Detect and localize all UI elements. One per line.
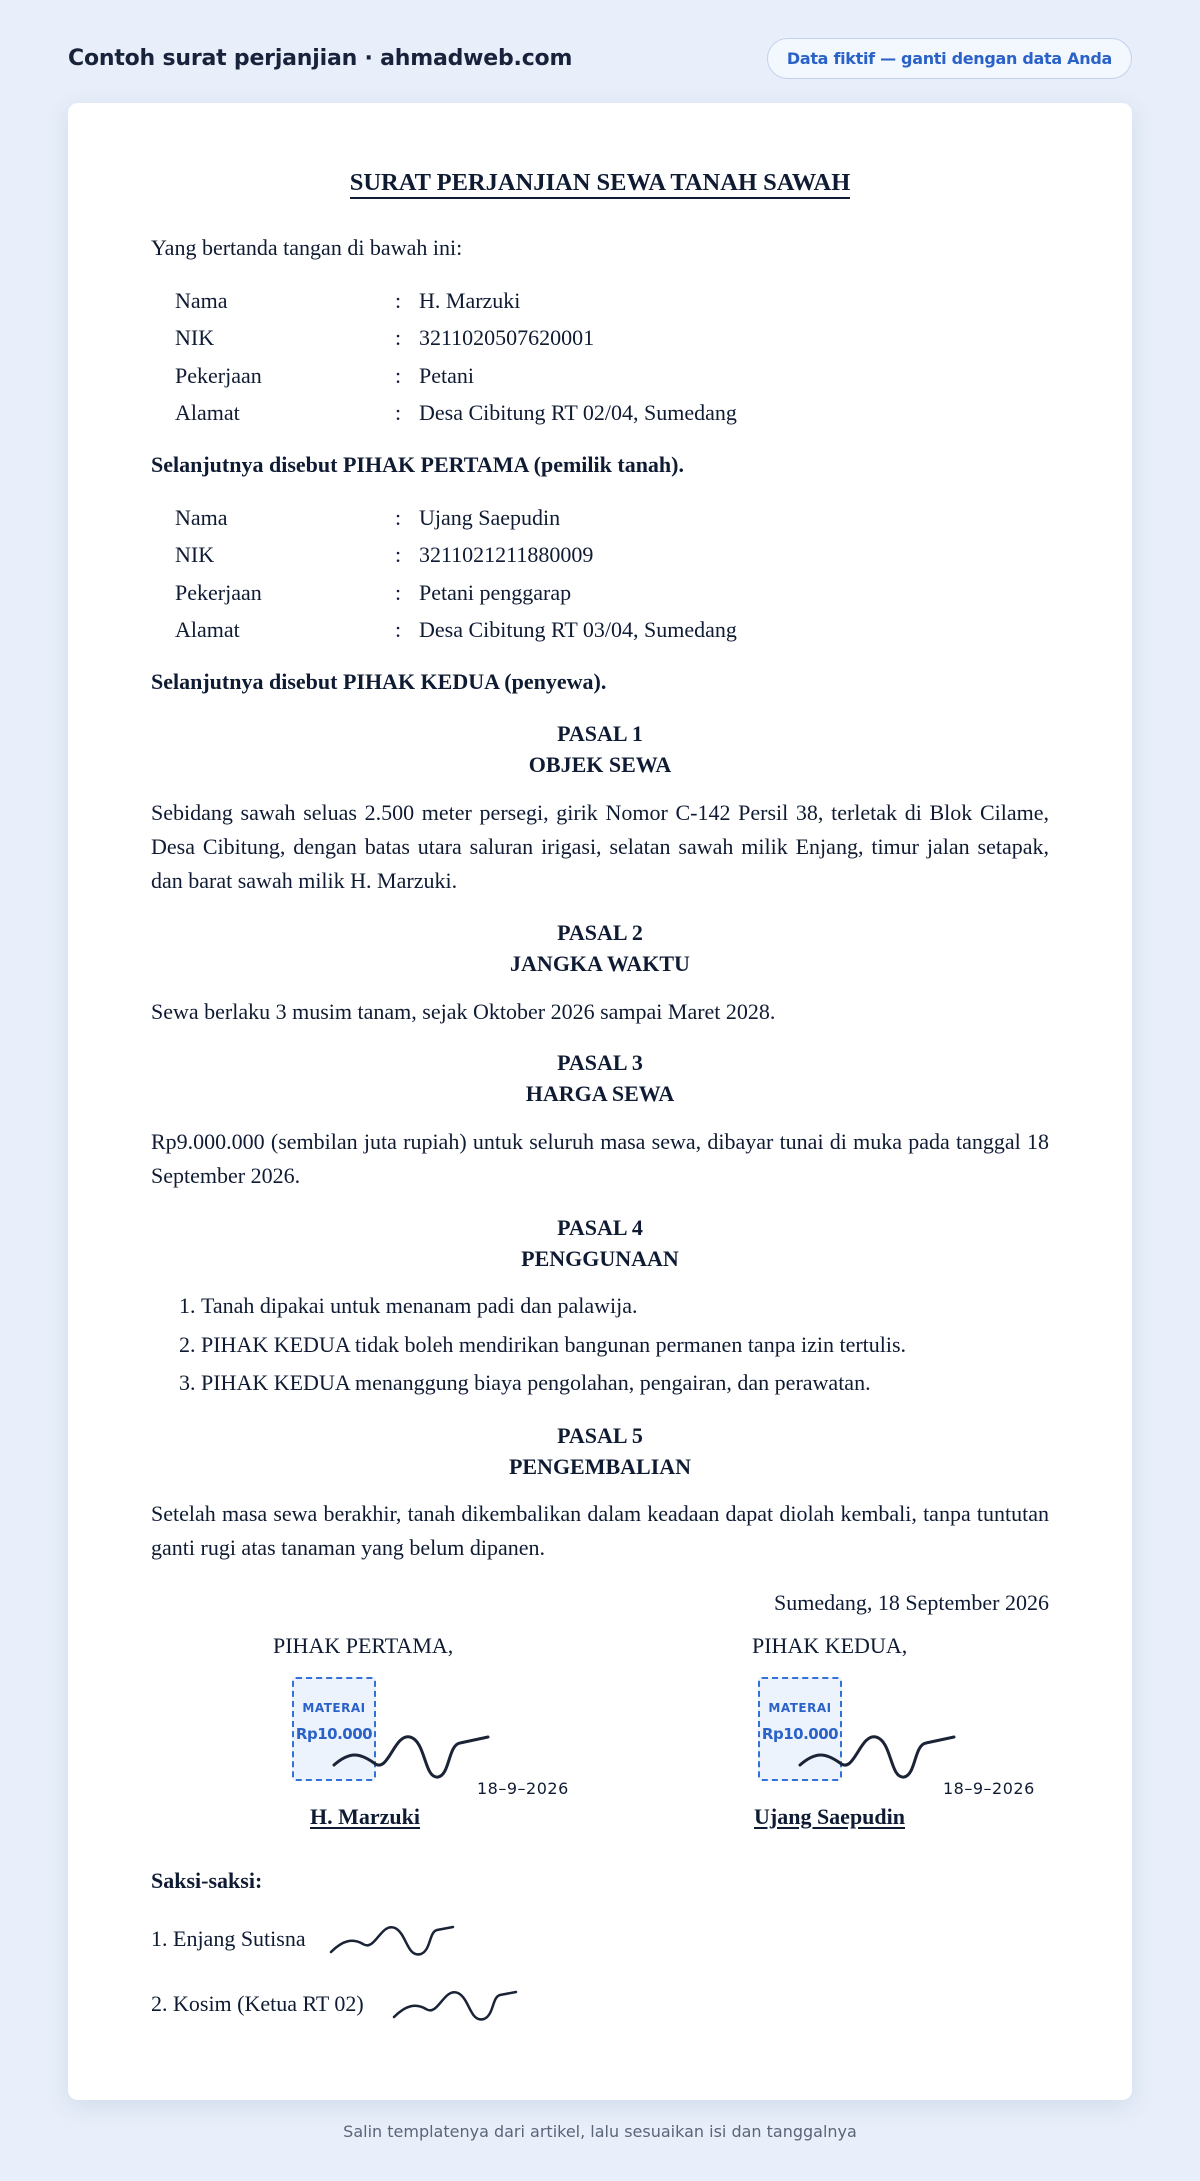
pasal4-item: 2. PIHAK KEDUA tidak boleh mendirikan bangunan permanen tanpa izin tertulis.	[201, 1326, 1049, 1365]
pasal5-title: PENGEMBALIAN	[508, 1453, 692, 1479]
pasal2-number: PASAL 2	[557, 920, 643, 945]
pasal1-heading	[151, 719, 1049, 780]
witness-item: 1. Enjang Sutisna	[151, 1926, 306, 1951]
party1-row-name: Nama : H. Marzuki	[175, 288, 521, 313]
pasal1-body: Sebidang sawah seluas 2.500 meter persegi, girik Nomor C-142 Persil 38, terletak di Blok Cilame, Desa Cibitung, dengan batas utara saluran irigasi, selatan sawah milik Enjang, timur jalan setapak, dan barat sawah milik H. Marzuki.	[151, 800, 1049, 893]
opening-line: Yang bertanda tangan di bawah ini:	[151, 235, 463, 260]
party1-designation: Selanjutnya disebut PIHAK PERTAMA (pemilik tanah).	[151, 452, 684, 477]
pasal4-title: PENGGUNAAN	[521, 1245, 679, 1271]
pasal4-list	[151, 1287, 1049, 1403]
signature-scribble	[332, 1723, 492, 1783]
signatory-name: Ujang Saepudin	[754, 1804, 906, 1829]
witness-signature-scribble	[392, 1983, 522, 2025]
signature-date: 18–9–2026	[943, 1779, 1035, 1798]
pasal4-heading	[151, 1213, 1049, 1274]
fictional-data-badge: Data fiktif — ganti dengan data Anda	[767, 38, 1132, 79]
witnesses-heading: Saksi-saksi:	[151, 1868, 263, 1893]
signature-role: PIHAK KEDUA,	[752, 1633, 908, 1658]
pasal3-title: HARGA SEWA	[525, 1080, 675, 1106]
document-title: SURAT PERJANJIAN SEWA TANAH SAWAH	[151, 167, 1049, 199]
top-bar	[68, 36, 1132, 80]
pasal5-body: Setelah masa sewa berakhir, tanah dikembalikan dalam keadaan dapat diolah kembali, tanpa tuntutan ganti rugi atas tanaman yang belum dipanen.	[151, 1501, 1049, 1560]
pasal5-heading	[151, 1421, 1049, 1482]
pasal5-number: PASAL 5	[557, 1423, 643, 1448]
signature-date: 18–9–2026	[477, 1779, 569, 1798]
pasal1-number: PASAL 1	[557, 721, 643, 746]
pasal1-title: OBJEK SEWA	[528, 751, 672, 777]
witness-item: 2. Kosim (Ketua RT 02)	[151, 1991, 364, 2016]
party2-designation: Selanjutnya disebut PIHAK KEDUA (penyewa).	[151, 669, 607, 694]
stamp-label: MATERAI	[302, 1701, 366, 1715]
party1-identity-table	[175, 282, 1049, 432]
stamp-value: Rp10.000	[761, 1725, 839, 1743]
party2-row-address: Alamat : Desa Cibitung RT 03/04, Sumedang	[175, 617, 737, 643]
witness-signature-scribble	[329, 1918, 459, 1960]
party1-row-address: Alamat : Desa Cibitung RT 02/04, Sumedang	[175, 400, 737, 426]
pasal2-title: JANGKA WAKTU	[510, 950, 690, 976]
pasal3-number: PASAL 3	[557, 1050, 643, 1075]
site-title: Contoh surat perjanjian · ahmadweb.com	[68, 45, 573, 71]
pasal4-number: PASAL 4	[557, 1215, 643, 1240]
document-paper	[68, 103, 1132, 2100]
pasal3-body: Rp9.000.000 (sembilan juta rupiah) untuk seluruh masa sewa, dibayar tunai di muka pada tanggal 18 September 2026.	[151, 1129, 1049, 1188]
pasal2-heading	[151, 918, 1049, 979]
pasal2-body: Sewa berlaku 3 musim tanam, sejak Oktober 2026 sampai Maret 2028.	[151, 999, 776, 1024]
place-and-date: Sumedang, 18 September 2026	[774, 1590, 1049, 1615]
pasal3-heading	[151, 1048, 1049, 1109]
party2-row-name: Nama : Ujang Saepudin	[175, 505, 561, 530]
pasal4-item: 3. PIHAK KEDUA menanggung biaya pengolahan, pengairan, dan perawatan.	[201, 1364, 1049, 1403]
stamp-value: Rp10.000	[295, 1725, 373, 1743]
party2-row-nik: NIK : 3211021211880009	[175, 542, 594, 568]
party2-row-occupation: Pekerjaan : Petani penggarap	[175, 579, 572, 605]
stamp-label: MATERAI	[768, 1701, 832, 1715]
party2-identity-table	[175, 499, 1049, 649]
signatory-name: H. Marzuki	[310, 1804, 420, 1829]
footer-note: Salin templatenya dari artikel, lalu sesuaikan isi dan tanggalnya	[343, 2122, 857, 2141]
party1-row-occupation: Pekerjaan : Petani	[175, 362, 474, 388]
party1-row-nik: NIK : 3211020507620001	[175, 325, 595, 351]
pasal4-item: 1. Tanah dipakai untuk menanam padi dan palawija.	[201, 1287, 1049, 1326]
signature-role: PIHAK PERTAMA,	[273, 1633, 454, 1658]
signature-scribble	[798, 1723, 958, 1783]
